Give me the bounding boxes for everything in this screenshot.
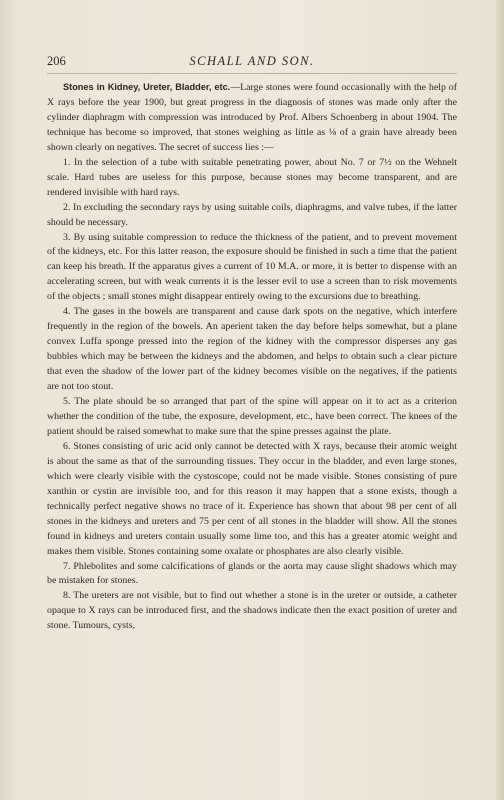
intro-text: —Large stones were found occasionally with the help of X rays before the year 1900, but great progress in the diagnosis of stones was made only after the cylinder diaphragm with compression was introduced by Prof. Albers Schoenberg in about 1904. The technique has become so improved, that stones weighing as little as ⅛ of a grain have already been shown clearly on negatives. The secret of success lies :— [47,82,457,153]
body-text [47,80,457,634]
paragraph-7: 7. Phlebolites and some calcifications of glands or the aorta may cause slight shadows which may be mistaken for stones. [47,560,457,587]
page-header [47,54,457,72]
paragraph-8: 8. The ureters are not visible, but to find out whether a stone is in the ureter or outside, a catheter opaque to X rays can be introduced first, and the shadows indicate then the exact position of ureter and stone. Tumours, cysts, [47,590,457,632]
section-heading: Stones in Kidney, Ureter, Bladder, etc. [63,82,231,92]
paragraph-4: 4. The gases in the bowels are transparent and cause dark spots on the negative, which interfere frequently in the region of the bowels. An aperient taken the day before helps somewhat, but a plane convex Luffa sponge pressed into the region of the kidney with the compressor disperses any gas bubbles which may be between the kidneys and the abdomen, and helps to obtain such a clear picture that even the shadow of the lower part of the kidney becomes visible on the negatives, if the patients are not too stout. [47,306,457,393]
paragraph-3: 3. By using suitable compression to reduce the thickness of the patient, and to prevent movement of the kidneys, etc. For this latter reason, the exposure should be finished in such a time that the patient can keep his breath. If the apparatus gives a current of 10 M.A. or more, it is better to dispense with an accelerating screen, but with weak currents it is the lesser evil to use a screen than to risk movements of the objects ; small stones might disappear entirely owing to the excursions due to breathing. [47,231,457,303]
running-title: SCHALL AND SON. [189,54,315,68]
paragraph-2: 2. In excluding the secondary rays by using suitable coils, diaphragms, and valve tubes, if the latter should be necessary. [47,201,457,228]
page-edge [496,0,504,800]
paragraph-6: 6. Stones consisting of uric acid only cannot be detected with X rays, because their atomic weight is about the same as that of the surrounding tissues. They occur in the bladder, and even large stones, which were clearly visible with the cystoscope, could not be made visible. Stones consisting of pure xanthin or cystin are invisible too, and for this reason it may happen that a stone exists, though a technically perfect negative shows no trace of it. Experience has shown that about 98 per cent of all stones in the kidneys and ureters and 75 per cent of all stones in the bladder will show. All the stones found in kidneys and ureters contain usually some lime too, and this has a greater atomic weight and makes them visible. Stones containing some oxalate or phosphates are also clearly visible. [47,440,457,557]
intro-paragraph [47,80,457,156]
page-number: 206 [47,54,66,68]
paragraph-5: 5. The plate should be so arranged that part of the spine will appear on it to act as a criterion whether the condition of the tube, the exposure, development, etc., have been correct. The knees of the patient should be raised somewhat to make sure that the spine presses against the plate. [47,396,457,437]
paragraph-1: 1. In the selection of a tube with suitable penetrating power, about No. 7 or 7½ on the Wehnelt scale. Hard tubes are useless for this purpose, because stones may become transparent, and are rendered invisible with hard rays. [47,156,457,198]
header-rule [47,73,457,74]
